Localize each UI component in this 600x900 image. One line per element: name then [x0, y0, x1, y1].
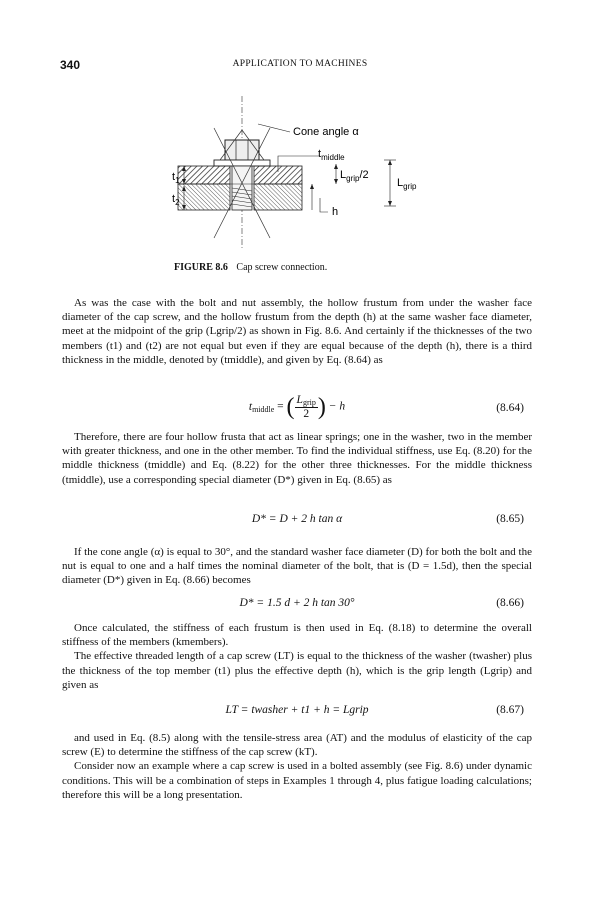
screw-head — [225, 140, 259, 160]
screw-shank — [232, 166, 252, 210]
equation-number: (8.66) — [496, 597, 524, 609]
figure-caption — [174, 262, 327, 273]
equation-number: (8.67) — [496, 704, 524, 716]
cone-angle-label: Cone angle α — [293, 126, 359, 138]
page-number: 340 — [60, 58, 81, 72]
l-grip-label: $L_{grip}$ — [397, 177, 417, 191]
caption-text: Cap screw connection. — [236, 262, 328, 273]
equation-8-65: D* = D + 2 h tan α (8.65) — [251, 513, 524, 525]
t1-label: $t_1$ — [172, 171, 180, 185]
caption-label: FIGURE 8.6 — [174, 262, 228, 273]
paragraph-6-7-block — [62, 731, 532, 802]
t-middle-label: $t_{middle}$ — [318, 148, 345, 162]
washer — [214, 160, 270, 166]
paragraph: Once calculated, the stiffness of each frustum is then used in Eq. (8.18) to determine the overall stiffness of the members (kmembers). — [62, 622, 532, 649]
h-label: h — [332, 206, 339, 218]
equation-number: (8.64) — [496, 402, 524, 414]
bottom-member-right — [254, 184, 302, 210]
running-title: APPLICATION TO MACHINES — [232, 59, 368, 69]
t2-label: $t_2$ — [172, 193, 180, 207]
equation-8-66: D* = 1.5 d + 2 h tan 30° (8.66) — [239, 597, 524, 609]
paragraph: As was the case with the bolt and nut assembly, the hollow frustum from under the washer face diameter of the cap screw, and the hollow frustum from the depth (h) at the same washer face diameter, meet at the midpoint of the grip (Lgrip/2) as shown in Fig. 8.6. And certainly if the thicknesses of the two members (t1) and (t2) are not equal but even if they are equal because of the depth (h), there is a third thickness in the middle, denoted by (tmiddle), and given by Eq. (8.64) as — [62, 297, 532, 366]
eq-fraction: $\frac{L_{grip}}{2}$ — [296, 394, 316, 420]
l-grip-half-label: $L_{grip}/2$ — [340, 169, 369, 183]
paragraph: Consider now an example where a cap screw is used in a bolted assembly (see Fig. 8.6) under dynamic conditions. This will be a combination of steps in Examples 1 through 4, plus fatigue loading calculations; therefore this will be a long presentation. — [62, 760, 532, 801]
paragraph-3-block — [62, 545, 532, 588]
eq-lhs: $t_{middle}$ — [248, 400, 275, 414]
paragraph: Therefore, there are four hollow frusta that act as linear springs; one in the washer, two in the member with greater thickness, and one in the other member. To find the individual stiffness, use Eq. (8.20) for the middle thickness (tmiddle) and Eq. (8.22) for the other three thicknesses. For the middle thickness (tmiddle), use a corresponding special diameter (D*) given in Eq. (8.65) as — [62, 431, 532, 486]
paragraph-2-block — [62, 430, 532, 487]
paragraph: If the cone angle (α) is equal to 30°, and the standard washer face diameter (D) for both the bolt and the nut is equal to one and a half times the nominal diameter of the bolt, that is (D = 1.5d), then the special diameter (D*) given in Eq. (8.66) becomes — [62, 546, 532, 587]
paragraph: The effective threaded length of a cap screw (LT) is equal to the thickness of the washer (twasher) plus the thickness of the top member (t1) plus the effective depth (h), which is the grip length (Lgrip) and given as — [62, 650, 532, 691]
page-header — [60, 58, 540, 74]
paragraph-4-5-block — [62, 621, 532, 692]
cap-screw-diagram — [150, 88, 450, 258]
top-member-left — [178, 166, 230, 184]
equation-8-64: $t_{middle}$ = ( $\frac{L_{grip}}{2}$ ) − h (8.64) — [248, 394, 524, 420]
figure-cap-screw — [150, 88, 450, 258]
equation-number: (8.65) — [496, 513, 524, 525]
paragraph-1-block — [62, 296, 532, 367]
equation-8-67: LT = twasher + t1 + h = Lgrip (8.67) — [225, 704, 524, 716]
bottom-member-left — [178, 184, 230, 210]
paragraph: and used in Eq. (8.5) along with the tensile-stress area (AT) and the modulus of elasticity of the cap screw (E) to determine the stiffness of the cap screw (kT). — [62, 732, 532, 759]
